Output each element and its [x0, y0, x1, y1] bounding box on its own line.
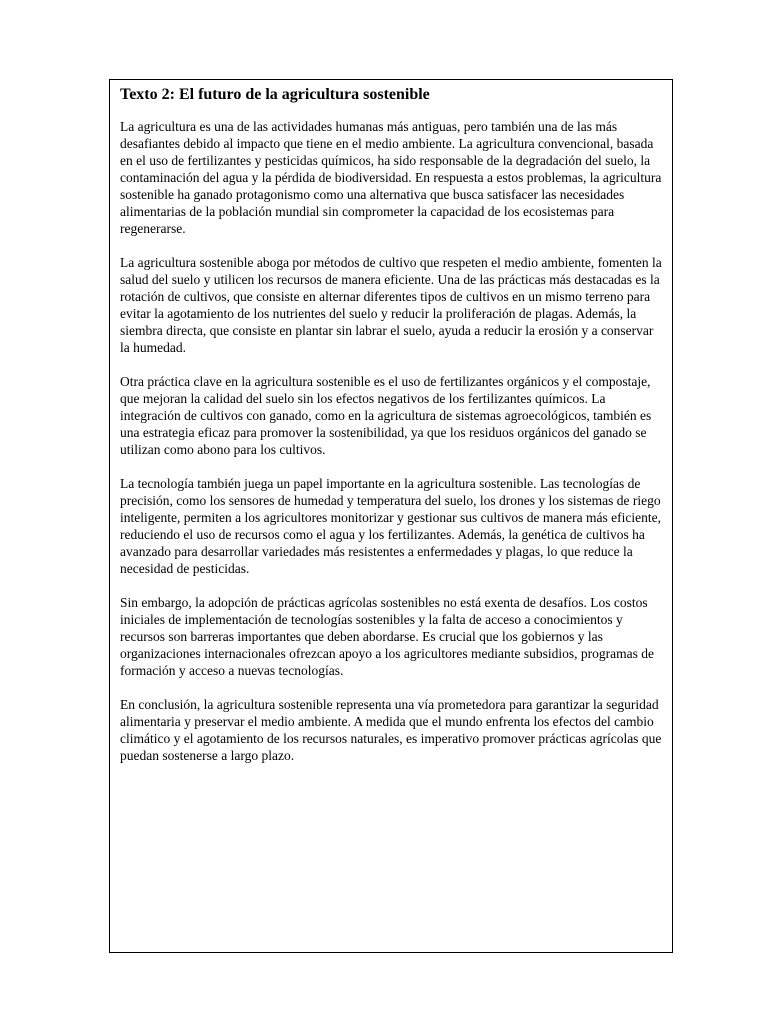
- paragraph-conclusion: En conclusión, la agricultura sostenible representa una vía prometedora para garantizar la seguridad alimentaria y preservar el medio ambiente. A medida que el mundo enfrenta los efectos del cambio climático y el agotamiento de los recursos naturales, es imperativo promover prácticas agrícolas que puedan sostenerse a largo plazo.: [120, 697, 662, 763]
- paragraph-intro: La agricultura es una de las actividades humanas más antiguas, pero también una de las más desafiantes debido al impacto que tiene en el medio ambiente. La agricultura convencional, basada en el uso de fertilizantes y pesticidas químicos, ha sido responsable de la degradación del suelo, la contaminación del agua y la pérdida de biodiversidad. En respuesta a estos problemas, la agricultura sostenible ha ganado protagonismo como una alternativa que busca satisfacer las necesidades alimentarias de la población mundial sin comprometer la capacidad de los ecosistemas para regenerarse.: [120, 119, 662, 236]
- document-frame: [109, 79, 673, 953]
- document-title: Texto 2: El futuro de la agricultura sostenible: [120, 86, 430, 103]
- paragraph-challenges: Sin embargo, la adopción de prácticas agrícolas sostenibles no está exenta de desafíos. Los costos iniciales de implementación de tecnologías sostenibles y la falta de acceso a conocimientos y recursos son barreras importantes que deben abordarse. Es crucial que los gobiernos y las organizaciones internacionales ofrezcan apoyo a los agricultores mediante subsidios, programas de formación y acceso a nuevas tecnologías.: [120, 595, 654, 678]
- paragraph-methods: La agricultura sostenible aboga por métodos de cultivo que respeten el medio ambiente, fomenten la salud del suelo y utilicen los recursos de manera eficiente. Una de las prácticas más destacadas es la rotación de cultivos, que consiste en alternar diferentes tipos de cultivos en un mismo terreno para evitar la agotamiento de los nutrientes del suelo y reducir la proliferación de plagas. Además, la siembra directa, que consiste en plantar sin labrar el suelo, ayuda a reducir la erosión y a conservar la humedad.: [120, 255, 662, 355]
- paragraph-technology: La tecnología también juega un papel importante en la agricultura sostenible. Las tecnologías de precisión, como los sensores de humedad y temperatura del suelo, los drones y los sistemas de riego inteligente, permiten a los agricultores monitorizar y gestionar sus cultivos de manera más eficiente, reduciendo el uso de recursos como el agua y los fertilizantes. Además, la genética de cultivos ha avanzado para desarrollar variedades más resistentes a enfermedades y plagas, lo que reduce la necesidad de pesticidas.: [120, 476, 661, 576]
- paragraph-organic-practices: Otra práctica clave en la agricultura sostenible es el uso de fertilizantes orgánicos y el compostaje, que mejoran la calidad del suelo sin los efectos negativos de los fertilizantes químicos. La integración de cultivos con ganado, como en la agricultura de sistemas agroecológicos, también es una estrategia eficaz para promover la sostenibilidad, ya que los residuos orgánicos del ganado se utilizan como abono para los cultivos.: [120, 374, 652, 457]
